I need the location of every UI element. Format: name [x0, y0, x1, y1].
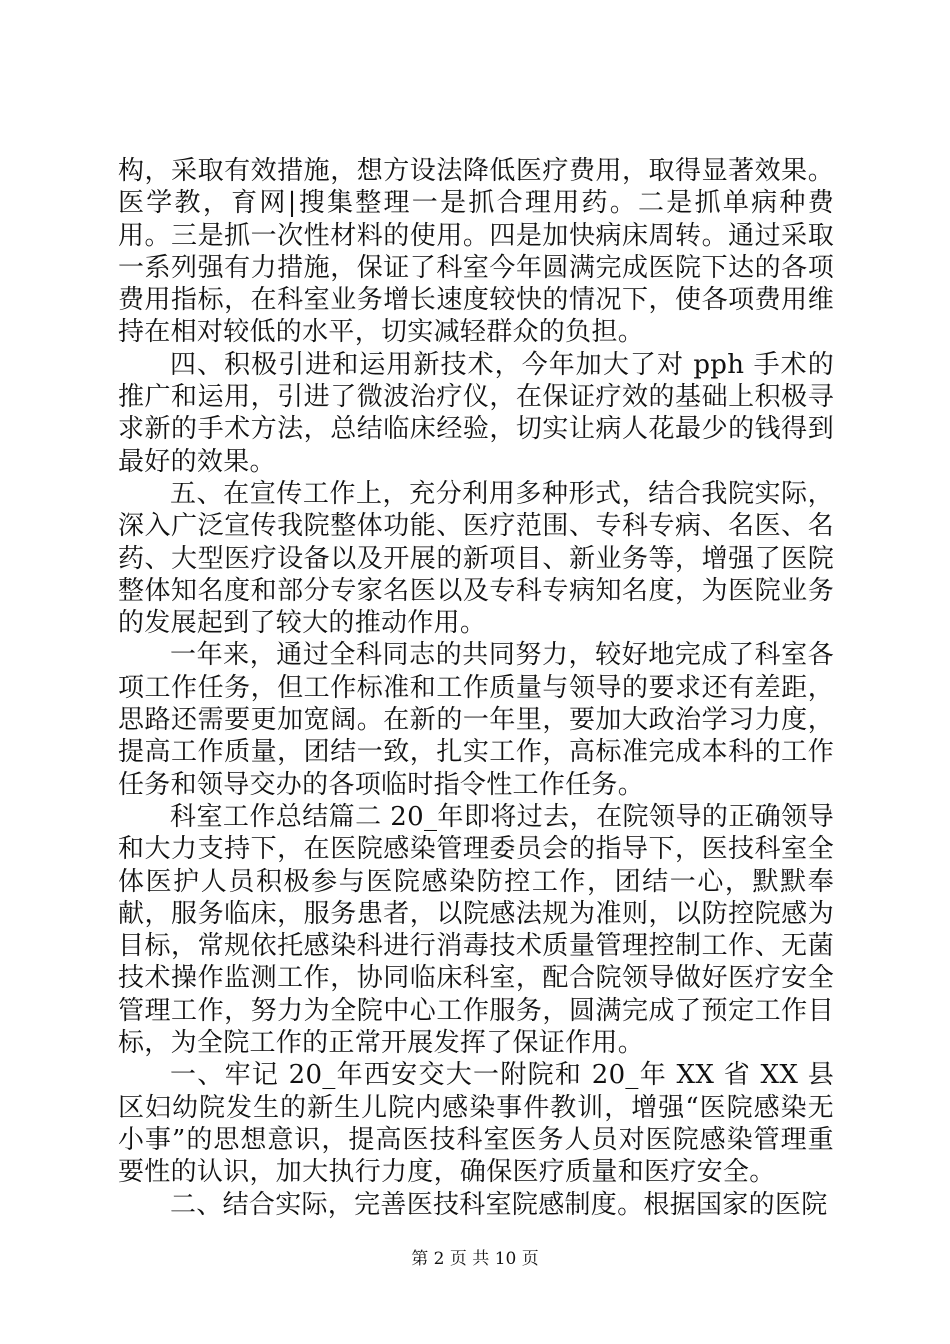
- paragraph-improve-system: 二、结合实际，完善医技科室院感制度。根据国家的医院: [170, 1189, 828, 1220]
- paragraph-cost-control: 构，采取有效措施，想方设法降低医疗费用，取得显著效果。医学教，育网|搜集整理一是抓合理用药。二是抓单病种费用。三是抓一次性材料的使用。四是加快病床周转。通过采取一系列强有力措施，保证了科室今年圆满完成医院下达的各项费用指标，在科室业务增长速度较快的情况下，使各项费用维持在相对较低的水平，切实减轻群众的负担。: [118, 156, 834, 348]
- paragraph-year-summary: 一年来，通过全科同志的共同努力，较好地完成了科室各项工作任务，但工作标准和工作质量与领导的要求还有差距，思路还需要更加宽阔。在新的一年里，要加大政治学习力度，提高工作质量，团结一致，扎实工作，高标准完成本科的工作任务和领导交办的各项临时指令性工作任务。: [118, 640, 834, 800]
- paragraph-infection-lesson: 一、牢记 20_年西安交大一附院和 20_年 XX 省 XX 县区妇幼院发生的新生儿院内感染事件教训，增强“医院感染无小事”的思想意识，提高医技科室医务人员对医院感染管理重要性的认识，加大执行力度，确保医疗质量和医疗安全。: [118, 1060, 834, 1188]
- page-number-footer: 第 2 页 共 10 页: [411, 1249, 539, 1269]
- paragraph-publicity-work: 五、在宣传工作上，充分利用多种形式，结合我院实际，深入广泛宣传我院整体功能、医疗范围、专科专病、名医、名药、大型医疗设备以及开展的新项目、新业务等，增强了医院整体知名度和部分专家名医以及专科专病知名度，为医院业务的发展起到了较大的推动作用。: [118, 478, 834, 639]
- paragraph-summary-part-two: 科室工作总结篇二 20_年即将过去，在院领导的正确领导和大力支持下，在医院感染管理委员会的指导下，医技科室全体医护人员积极参与医院感染防控工作，团结一心，默默奉献，服务临床，服务患者，以院感法规为准则，以防控院感为目标，常规依托感染科进行消毒技术质量管理控制工作、无菌技术操作监测工作，协同临床科室，配合院领导做好医疗安全管理工作，努力为全院中心工作服务，圆满完成了预定工作目标，为全院工作的正常开展发挥了保证作用。: [118, 801, 834, 1059]
- paragraph-new-technology: 四、积极引进和运用新技术，今年加大了对 pph 手术的推广和运用，引进了微波治疗仪，在保证疗效的基础上积极寻求新的手术方法，总结临床经验，切实让病人花最少的钱得到最好的效果。: [118, 349, 834, 477]
- document-body: [118, 155, 834, 1221]
